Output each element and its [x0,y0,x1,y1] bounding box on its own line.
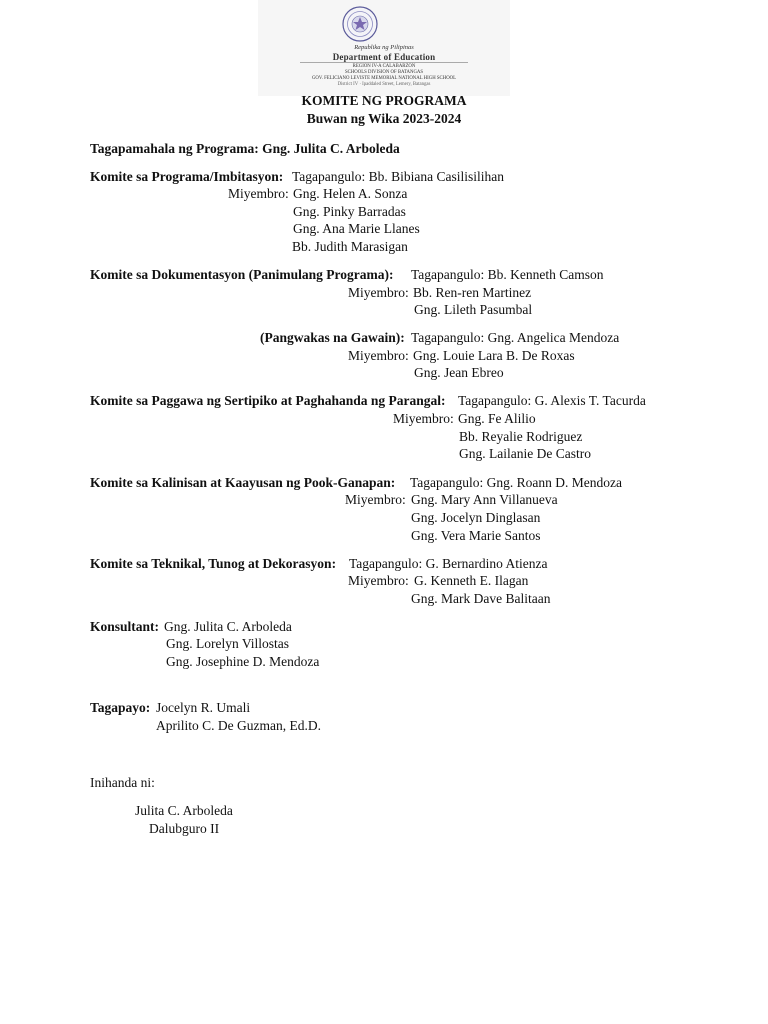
letterhead-department: Department of Education [332,52,436,62]
committee-dokumentasyon-member: Bb. Ren-ren Martinez [413,285,532,300]
committee-kalinisan-members-label: Miyembro: [345,492,406,507]
program-head: Tagapamahala ng Programa: Gng. Julita C. Arboleda [90,141,400,156]
committee-sertipiko-chair: Tagapangulo: G. Alexis T. Tacurda [458,393,646,408]
committee-programa-label: Komite sa Programa/Imbitasyon: [90,169,284,184]
letterhead-school: GOV. FELICIANO LEVISTE MEMORIAL NATIONAL HIGH SCHOOL [311,76,457,81]
committee-dokumentasyon-label: Komite sa Dokumentasyon (Panimulang Programa): [90,267,394,282]
committee-kalinisan-member: Gng. Mary Ann Villanueva [411,492,558,507]
konsultant-member: Gng. Lorelyn Villostas [166,636,290,651]
committee-teknikal-members-label: Miyembro: [348,573,409,588]
committee-kalinisan-member: Gng. Vera Marie Santos [411,528,541,543]
committee-dokumentasyon-closing-label: (Pangwakas na Gawain): [260,330,405,345]
committee-programa-member: Bb. Judith Marasigan [292,239,408,254]
document-title: KOMITE NG PROGRAMA [301,93,467,108]
committee-sertipiko-member: Gng. Lailanie De Castro [459,446,591,461]
document-subtitle: Buwan ng Wika 2023-2024 [306,111,462,126]
committee-sertipiko-members-label: Miyembro: [393,411,454,426]
committee-teknikal-member: Gng. Mark Dave Balitaan [411,591,551,606]
letterhead-republic: Republika ng Pilipinas [354,44,414,51]
committee-teknikal-label: Komite sa Teknikal, Tunog at Dekorasyon: [90,556,337,571]
committee-dokumentasyon-closing-member: Gng. Louie Lara B. De Roxas [413,348,575,363]
committee-dokumentasyon-closing-members-label: Miyembro: [348,348,409,363]
committee-kalinisan-label: Komite sa Kalinisan at Kaayusan ng Pook-Ganapan: [90,475,396,490]
committee-dokumentasyon-member: Gng. Lileth Pasumbal [414,302,533,317]
prepared-by-name: Julita C. Arboleda [135,803,233,818]
letterhead-division: SCHOOLS DIVISION OF BATANGAS [344,70,424,75]
prepared-by-label: Inihanda ni: [90,775,155,790]
letterhead-divider [300,62,468,63]
tagapayo-member: Aprilito C. De Guzman, Ed.D. [156,718,321,733]
committee-programa-members-label: Miyembro: [228,186,289,201]
committee-programa-chair: Tagapangulo: Bb. Bibiana Casilisilihan [292,169,505,184]
letterhead-district: District IV · Ipaddaled Street, Lemery, Batangas [337,82,431,87]
committee-dokumentasyon-closing-member: Gng. Jean Ebreo [414,365,504,380]
committee-sertipiko-member: Bb. Reyalie Rodriguez [459,429,583,444]
committee-teknikal-member: G. Kenneth E. Ilagan [414,573,529,588]
konsultant-member: Gng. Josephine D. Mendoza [166,654,320,669]
committee-programa-member: Gng. Ana Marie Llanes [293,221,420,236]
tagapayo-member: Jocelyn R. Umali [156,700,251,715]
committee-dokumentasyon-chair: Tagapangulo: Bb. Kenneth Camson [411,267,604,282]
committee-programa-member: Gng. Pinky Barradas [293,204,406,219]
konsultant-label: Konsultant: [90,619,160,634]
committee-sertipiko-member: Gng. Fe Alilio [458,411,536,426]
committee-teknikal-chair: Tagapangulo: G. Bernardino Atienza [349,556,548,571]
deped-seal-icon [342,6,378,42]
konsultant-member: Gng. Julita C. Arboleda [164,619,292,634]
committee-dokumentasyon-closing-chair: Tagapangulo: Gng. Angelica Mendoza [411,330,620,345]
tagapayo-label: Tagapayo: [90,700,151,715]
committee-dokumentasyon-members-label: Miyembro: [348,285,409,300]
prepared-by-position: Dalubguro II [149,821,220,836]
committee-kalinisan-member: Gng. Jocelyn Dinglasan [411,510,541,525]
committee-kalinisan-chair: Tagapangulo: Gng. Roann D. Mendoza [410,475,623,490]
letterhead-region: REGION IV-A CALABARZON [352,64,416,69]
committee-programa-member: Gng. Helen A. Sonza [293,186,408,201]
committee-sertipiko-label: Komite sa Paggawa ng Sertipiko at Paghahanda ng Parangal: [90,393,446,408]
